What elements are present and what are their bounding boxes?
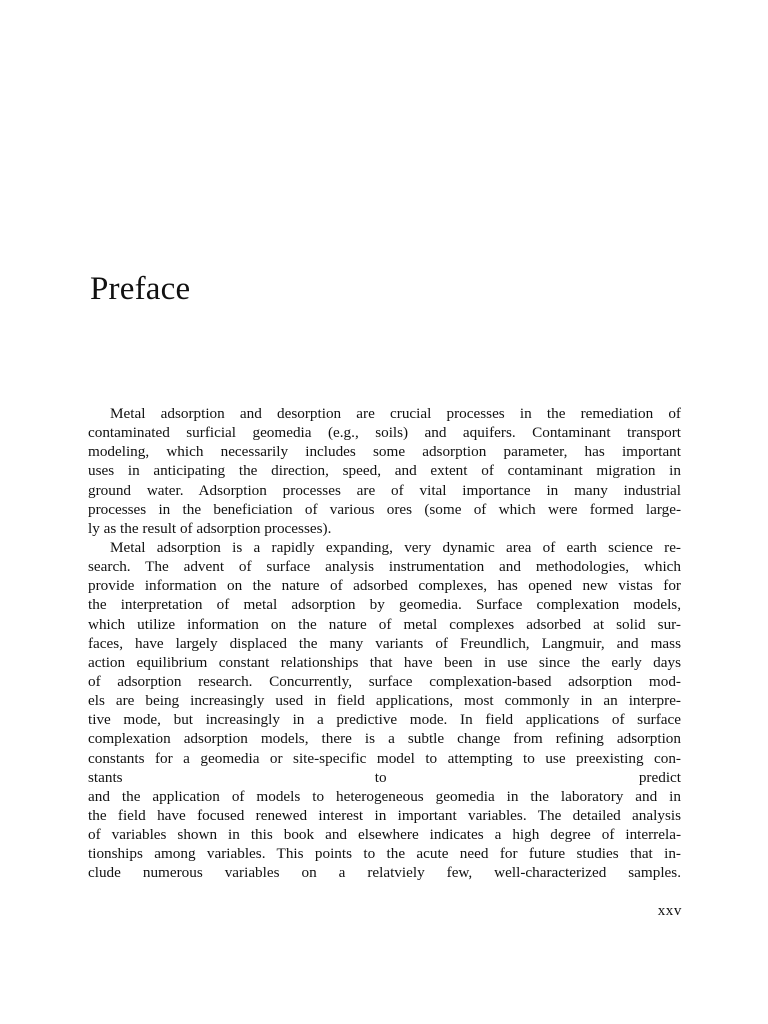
text-line: modeling, which necessarily includes some adsorption parameter, has important <box>88 443 681 461</box>
text-line: action equilibrium constant relationships that have been in use since the early days <box>88 653 681 671</box>
paragraph <box>88 538 681 902</box>
text-line: search. The advent of surface analysis instrumentation and methodologies, which <box>88 558 681 576</box>
text-line <box>88 883 681 902</box>
text-line: which utilize information on the nature of metal complexes adsorbed at solid sur- <box>88 615 681 633</box>
text-line: constants for a geomedia or site-specific model to attempting to use preexisting con- <box>88 749 681 767</box>
text-line: and the application of models to heterogeneous geomedia in the laboratory and in <box>88 787 681 805</box>
text-line: tive mode, but increasingly in a predictive mode. In field applications of surface <box>88 711 681 729</box>
text-line: Metal adsorption and desorption are crucial processes in the remediation of <box>110 405 681 422</box>
text-line: provide information on the nature of adsorbed complexes, has opened new vistas for <box>88 577 681 595</box>
text-line: ground water. Adsorption processes are of vital importance in many industrial <box>88 481 681 499</box>
text-line: faces, have largely displaced the many variants of Freundlich, Langmuir, and mass <box>88 634 681 652</box>
text-line: contaminated surficial geomedia (e.g., soils) and aquifers. Contaminant transport <box>88 424 681 442</box>
text-line: complexation adsorption models, there is a subtle change from refining adsorption <box>88 730 681 748</box>
preface-body <box>88 404 681 902</box>
text-line: of variables shown in this book and elsewhere indicates a high degree of interrela- <box>88 826 681 844</box>
text-line: stants to predict <box>88 768 681 786</box>
text-line: ly as the result of adsorption processes). <box>88 519 332 537</box>
page-title: Preface <box>90 271 191 307</box>
text-line: the field have focused renewed interest in important variables. The detailed analysis <box>88 806 681 824</box>
text-line: processes in the beneficiation of various ores (some of which were formed large- <box>88 500 681 518</box>
paragraph <box>88 404 681 538</box>
text-line: els are being increasingly used in field applications, most commonly in an interpre- <box>88 692 681 710</box>
text-line: the interpretation of metal adsorption by geomedia. Surface complexation models, <box>88 596 681 614</box>
text-line: clude numerous variables on a relatviely few, well-characterized samples. <box>88 864 681 882</box>
page-number: xxv <box>657 903 682 919</box>
text-line: uses in anticipating the direction, speed, and extent of contaminant migration in <box>88 462 681 480</box>
text-line: of adsorption research. Concurrently, surface complexation-based adsorption mod- <box>88 672 681 690</box>
text-line: tionships among variables. This points to the acute need for future studies that in- <box>88 845 681 863</box>
text-line: Metal adsorption is a rapidly expanding, very dynamic area of earth science re- <box>110 538 681 556</box>
